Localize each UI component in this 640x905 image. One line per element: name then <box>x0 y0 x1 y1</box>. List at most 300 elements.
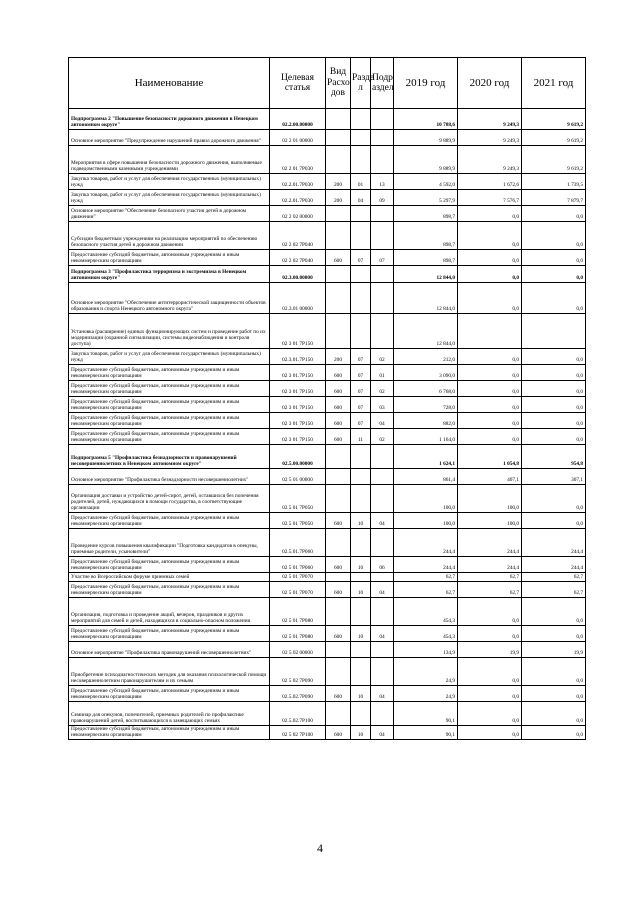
row-section: 04 <box>351 190 371 206</box>
table-row <box>69 206 586 222</box>
row-value-2021: 0,0 <box>522 429 586 445</box>
row-name: Установка (расширение) единых функционирующих систем и проведение работ по их модернизации (охранной сигнализации, системы видеонаблюдения и контроля доступа) <box>69 314 270 349</box>
row-section: 01 <box>351 174 371 190</box>
row-section: 07 <box>351 365 371 381</box>
row-subsection <box>371 206 394 222</box>
row-subsection: 13 <box>371 174 394 190</box>
row-value-2021: 0,0 <box>522 283 586 314</box>
row-section: 10 <box>351 626 371 642</box>
row-section <box>351 445 371 469</box>
row-expense-type <box>326 469 351 485</box>
row-value-2019: 24,9 <box>394 686 458 702</box>
row-target-code: 02.3.01.7Р150 <box>270 349 326 365</box>
row-value-2021: 0,0 <box>522 513 586 529</box>
row-value-2019: 24,9 <box>394 658 458 686</box>
row-expense-type <box>326 146 351 174</box>
row-value-2019: 244,4 <box>394 529 458 557</box>
table-row <box>69 626 586 642</box>
row-target-code: 02 5 02 00000 <box>270 642 326 658</box>
row-value-2020: 0,0 <box>458 222 522 250</box>
row-value-2020: 0,0 <box>458 626 522 642</box>
row-expense-type: 600 <box>326 413 351 429</box>
row-value-2019: 12 844,0 <box>394 266 458 283</box>
row-name: Предоставление субсидий бюджетным, автономным учреждениям и иным некоммерческим организациям <box>69 686 270 702</box>
row-name: Предоставление субсидий бюджетным, автономным учреждениям и иным некоммерческим организациям <box>69 557 270 573</box>
row-value-2021: 0,0 <box>522 626 586 642</box>
row-value-2020: 0,0 <box>458 413 522 429</box>
table-row <box>69 726 586 740</box>
row-target-code: 02.2.01.7Р030 <box>270 190 326 206</box>
row-value-2020: 1 672,6 <box>458 174 522 190</box>
row-name: Основное мероприятие "Обеспечение безопасного участия детей в дорожном движении" <box>69 206 270 222</box>
table-row <box>69 190 586 206</box>
row-target-code: 02 5 01 7Р080 <box>270 598 326 626</box>
row-name: Закупка товаров, работ и услуг для обеспечения государственных (муниципальных) нужд <box>69 190 270 206</box>
row-value-2019: 6 768,0 <box>394 381 458 397</box>
row-value-2020: 1 054,8 <box>458 445 522 469</box>
row-value-2021: 0,0 <box>522 381 586 397</box>
row-subsection <box>371 598 394 626</box>
table-row <box>69 130 586 146</box>
row-name: Мероприятия в сфере повышения безопасности дорожного движения, выполняемые подведомственными казенными учреждениями <box>69 146 270 174</box>
row-expense-type: 600 <box>326 397 351 413</box>
row-expense-type: 600 <box>326 726 351 740</box>
row-section <box>351 314 371 349</box>
table-row <box>69 658 586 686</box>
row-value-2021: 9 619,2 <box>522 109 586 130</box>
row-value-2020: 0,0 <box>458 598 522 626</box>
row-section <box>351 529 371 557</box>
row-section <box>351 658 371 686</box>
table-row <box>69 365 586 381</box>
row-value-2019: 4 592,0 <box>394 174 458 190</box>
table-row <box>69 174 586 190</box>
row-name: Закупка товаров, работ и услуг для обеспечения государственных (муниципальных) нужд <box>69 349 270 365</box>
row-value-2019: 10 788,6 <box>394 109 458 130</box>
row-value-2021: 0,0 <box>522 266 586 283</box>
row-target-code: 02 3 01 7Р150 <box>270 381 326 397</box>
row-subsection <box>371 130 394 146</box>
row-value-2021: 244,4 <box>522 557 586 573</box>
row-name: Предоставление субсидий бюджетным, автономным учреждениям и иным некоммерческим организациям <box>69 250 270 266</box>
row-value-2019: 454,3 <box>394 598 458 626</box>
row-value-2019: 882,0 <box>394 413 458 429</box>
row-value-2021: 62,7 <box>522 582 586 598</box>
row-value-2021: 0,0 <box>522 222 586 250</box>
table-row <box>69 222 586 250</box>
row-value-2019: 100,0 <box>394 513 458 529</box>
row-subsection <box>371 445 394 469</box>
row-value-2021 <box>522 314 586 349</box>
row-name: Приобретение психодиагностических методик для оказания психологической помощи несовершеннолетним правонарушителям и их семьям <box>69 658 270 686</box>
row-value-2019: 3 090,0 <box>394 365 458 381</box>
table-row <box>69 413 586 429</box>
table-body <box>69 109 586 740</box>
row-value-2021: 19,9 <box>522 642 586 658</box>
row-section <box>351 573 371 582</box>
row-subsection: 04 <box>371 686 394 702</box>
table-row <box>69 469 586 485</box>
table-row <box>69 445 586 469</box>
row-value-2019: 898,7 <box>394 250 458 266</box>
row-value-2020: 9 249,3 <box>458 130 522 146</box>
row-expense-type: 200 <box>326 174 351 190</box>
row-value-2019: 100,0 <box>394 485 458 513</box>
row-target-code: 02 2 02 00000 <box>270 206 326 222</box>
row-name: Предоставление субсидий бюджетным, автономным учреждениям и иным некоммерческим организациям <box>69 513 270 529</box>
table-row <box>69 702 586 726</box>
row-subsection <box>371 266 394 283</box>
row-section: 10 <box>351 726 371 740</box>
row-subsection: 04 <box>371 726 394 740</box>
row-value-2019: 12 844,0 <box>394 283 458 314</box>
row-value-2019: 212,0 <box>394 349 458 365</box>
row-name: Закупка товаров, работ и услуг для обеспечения государственных (муниципальных) нужд <box>69 174 270 190</box>
row-value-2021: 0,0 <box>522 397 586 413</box>
row-expense-type <box>326 109 351 130</box>
table-row <box>69 266 586 283</box>
row-value-2020: 244,4 <box>458 557 522 573</box>
row-section <box>351 109 371 130</box>
row-name: Подпрограмма 2 "Повышение безопасности дорожного движения в Ненецком автономном округе" <box>69 109 270 130</box>
row-value-2020: 407,1 <box>458 469 522 485</box>
row-expense-type <box>326 702 351 726</box>
row-subsection: 02 <box>371 381 394 397</box>
row-target-code: 02 3 01 7Р150 <box>270 314 326 349</box>
row-name: Предоставление субсидий бюджетным, автономным учреждениям и иным некоммерческим организациям <box>69 413 270 429</box>
row-value-2020: 0,0 <box>458 365 522 381</box>
row-target-code: 02.2.01.7Р030 <box>270 174 326 190</box>
row-name: Участие во Всероссийском форуме приемных семей <box>69 573 270 582</box>
row-section: 07 <box>351 349 371 365</box>
row-value-2020: 100,0 <box>458 485 522 513</box>
table-row <box>69 349 586 365</box>
row-value-2019: 244,4 <box>394 557 458 573</box>
row-target-code: 02 3 01.7Р150 <box>270 365 326 381</box>
row-subsection <box>371 469 394 485</box>
header-2021: 2021 год <box>522 58 586 109</box>
header-subsection: Подр аздел <box>371 58 394 109</box>
table-row <box>69 557 586 573</box>
row-expense-type <box>326 283 351 314</box>
row-value-2019: 1 624,1 <box>394 445 458 469</box>
header-row <box>69 58 586 109</box>
row-name: Организация доставки и устройство детей-сирот, детей, оставшихся без попечения родителей, детей, нуждающихся в помощи государства, в соответствующие организации <box>69 485 270 513</box>
row-expense-type <box>326 658 351 686</box>
row-value-2020: 0,0 <box>458 702 522 726</box>
row-value-2021: 954,8 <box>522 445 586 469</box>
table-row <box>69 429 586 445</box>
table-row <box>69 642 586 658</box>
row-expense-type <box>326 222 351 250</box>
row-target-code: 02 5 01 7Р050 <box>270 485 326 513</box>
row-target-code: 02.2.00.00000 <box>270 109 326 130</box>
row-section: 10 <box>351 686 371 702</box>
row-expense-type: 600 <box>326 381 351 397</box>
row-value-2019: 1 164,0 <box>394 429 458 445</box>
table-row <box>69 146 586 174</box>
row-value-2021: 1 739,5 <box>522 174 586 190</box>
row-value-2020: 7 576,7 <box>458 190 522 206</box>
row-section <box>351 222 371 250</box>
row-value-2019: 134,9 <box>394 642 458 658</box>
row-expense-type <box>326 314 351 349</box>
row-expense-type: 600 <box>326 429 351 445</box>
row-section: 07 <box>351 397 371 413</box>
row-name: Основное мероприятие "Обеспечение антитеррористической защищенности объектов образования и спорта Ненецкого автономного округа" <box>69 283 270 314</box>
row-target-code: 02 2 02 7Р040 <box>270 250 326 266</box>
table-row <box>69 513 586 529</box>
row-subsection: 02 <box>371 429 394 445</box>
row-target-code: 02 5 02 7Р090 <box>270 658 326 686</box>
row-value-2021: 244,4 <box>522 529 586 557</box>
row-subsection: 04 <box>371 413 394 429</box>
row-expense-type <box>326 266 351 283</box>
row-expense-type <box>326 445 351 469</box>
row-subsection: 04 <box>371 626 394 642</box>
row-section: 07 <box>351 250 371 266</box>
row-subsection <box>371 529 394 557</box>
row-expense-type: 600 <box>326 513 351 529</box>
row-value-2020: 0,0 <box>458 266 522 283</box>
row-value-2020: 9 249,3 <box>458 109 522 130</box>
row-expense-type <box>326 642 351 658</box>
row-subsection: 03 <box>371 397 394 413</box>
table-row <box>69 283 586 314</box>
row-section <box>351 266 371 283</box>
row-value-2019: 12 844,0 <box>394 314 458 349</box>
row-subsection <box>371 573 394 582</box>
row-value-2019: 728,0 <box>394 397 458 413</box>
row-name: Основное мероприятие "Профилактика правонарушений несовершеннолетних" <box>69 642 270 658</box>
row-expense-type <box>326 206 351 222</box>
header-name: Наименование <box>69 58 270 109</box>
row-section <box>351 130 371 146</box>
table-row <box>69 686 586 702</box>
table-row <box>69 250 586 266</box>
row-value-2021: 0,0 <box>522 658 586 686</box>
row-expense-type: 600 <box>326 250 351 266</box>
row-section <box>351 642 371 658</box>
row-subsection <box>371 314 394 349</box>
row-target-code: 02.5.01.7Р060 <box>270 529 326 557</box>
row-expense-type: 200 <box>326 190 351 206</box>
row-value-2021: 9 619,2 <box>522 146 586 174</box>
row-subsection <box>371 642 394 658</box>
row-name: Предоставление субсидий бюджетным, автономным учреждениям и иным некоммерческим организациям <box>69 726 270 740</box>
row-value-2021: 0,0 <box>522 598 586 626</box>
row-target-code: 02 3 01 7Р150 <box>270 413 326 429</box>
row-section: 10 <box>351 513 371 529</box>
row-value-2020: 244,4 <box>458 529 522 557</box>
table-row <box>69 529 586 557</box>
row-value-2020: 19,9 <box>458 642 522 658</box>
table-row <box>69 109 586 130</box>
row-value-2019: 898,7 <box>394 206 458 222</box>
row-subsection <box>371 109 394 130</box>
row-target-code: 02 3 01 7Р150 <box>270 397 326 413</box>
row-value-2021: 0,0 <box>522 702 586 726</box>
row-section <box>351 598 371 626</box>
row-subsection: 04 <box>371 513 394 529</box>
row-value-2020: 0,0 <box>458 686 522 702</box>
row-expense-type: 600 <box>326 365 351 381</box>
row-value-2021: 0,0 <box>522 349 586 365</box>
row-name: Предоставление субсидий бюджетным, автономным учреждениям и иным некоммерческим организациям <box>69 397 270 413</box>
row-value-2020: 0,0 <box>458 206 522 222</box>
row-target-code: 02 2 01 7Р030 <box>270 146 326 174</box>
row-value-2021: 7 879,7 <box>522 190 586 206</box>
row-name: Предоставление субсидий бюджетным, автономным учреждениям и иным некоммерческим организациям <box>69 582 270 598</box>
row-value-2020: 0,0 <box>458 381 522 397</box>
row-target-code: 02 2 01 00000 <box>270 130 326 146</box>
row-section: 07 <box>351 381 371 397</box>
row-subsection <box>371 485 394 513</box>
row-name: Семинар для опекунов, попечителей, приемных родителей по профилактике правонарушений детей, воспитывающихся в замещающих семьях <box>69 702 270 726</box>
row-value-2020: 0,0 <box>458 658 522 686</box>
row-target-code: 02 5 01 7Р070 <box>270 573 326 582</box>
row-value-2021: 0,0 <box>522 365 586 381</box>
row-name: Субсидии бюджетным учреждениям на реализацию мероприятий по обеспечению безопасного участия детей в дорожном движении <box>69 222 270 250</box>
row-subsection: 07 <box>371 250 394 266</box>
row-subsection: 04 <box>371 582 394 598</box>
row-expense-type <box>326 529 351 557</box>
row-name: Основное мероприятие "Предупреждение нарушений правил дорожного движения" <box>69 130 270 146</box>
row-value-2021: 0,0 <box>522 413 586 429</box>
row-value-2021: 0,0 <box>522 250 586 266</box>
row-value-2021: 0,0 <box>522 686 586 702</box>
row-expense-type: 600 <box>326 626 351 642</box>
row-value-2020: 62,7 <box>458 573 522 582</box>
row-value-2019: 9 889,9 <box>394 130 458 146</box>
header-2020: 2020 год <box>458 58 522 109</box>
row-target-code: 02.5.02.7Р100 <box>270 702 326 726</box>
row-subsection: 02 <box>371 349 394 365</box>
row-expense-type <box>326 573 351 582</box>
budget-table <box>68 57 586 740</box>
row-value-2019: 62,7 <box>394 582 458 598</box>
row-section: 11 <box>351 429 371 445</box>
row-target-code: 02.3.00.00000 <box>270 266 326 283</box>
row-subsection: 06 <box>371 557 394 573</box>
row-target-code: 02.5.00.00000 <box>270 445 326 469</box>
row-value-2021: 307,1 <box>522 469 586 485</box>
row-value-2019: 454,3 <box>394 626 458 642</box>
row-section <box>351 283 371 314</box>
row-target-code: 02 5 01 7Р070 <box>270 582 326 598</box>
table-row <box>69 314 586 349</box>
row-value-2019: 861,4 <box>394 469 458 485</box>
header-target-article: Целевая статья <box>270 58 326 109</box>
row-expense-type <box>326 485 351 513</box>
row-value-2020 <box>458 314 522 349</box>
table-row <box>69 573 586 582</box>
row-name: Проведение курсов повышения квалификации "Подготовка кандидатов в опекуны, приемные родители, усыновители" <box>69 529 270 557</box>
row-value-2019: 62,7 <box>394 573 458 582</box>
row-subsection <box>371 658 394 686</box>
row-subsection: 01 <box>371 365 394 381</box>
row-section <box>351 206 371 222</box>
row-section: 07 <box>351 413 371 429</box>
table-row <box>69 598 586 626</box>
row-section <box>351 485 371 513</box>
row-value-2019: 9 889,9 <box>394 146 458 174</box>
row-value-2020: 0,0 <box>458 349 522 365</box>
row-subsection <box>371 283 394 314</box>
row-value-2020: 0,0 <box>458 250 522 266</box>
row-value-2020: 100,0 <box>458 513 522 529</box>
row-value-2020: 9 249,3 <box>458 146 522 174</box>
row-target-code: 02.5.02.7Р090 <box>270 686 326 702</box>
row-section <box>351 702 371 726</box>
table-row <box>69 485 586 513</box>
row-name: Предоставление субсидий бюджетным, автономным учреждениям и иным некоммерческим организациям <box>69 429 270 445</box>
row-value-2020: 0,0 <box>458 283 522 314</box>
row-name: Предоставление субсидий бюджетным, автономным учреждениям и иным некоммерческим организациям <box>69 626 270 642</box>
row-section <box>351 469 371 485</box>
table-row <box>69 397 586 413</box>
row-value-2020: 0,0 <box>458 429 522 445</box>
row-target-code: 02 5 02 7Р100 <box>270 726 326 740</box>
row-target-code: 02 5 01 7Р080 <box>270 626 326 642</box>
table-row <box>69 582 586 598</box>
row-target-code: 02.3.01 00000 <box>270 283 326 314</box>
row-target-code: 02 3 01 7Р150 <box>270 429 326 445</box>
row-value-2019: 5 297,9 <box>394 190 458 206</box>
row-subsection: 09 <box>371 190 394 206</box>
row-expense-type: 600 <box>326 582 351 598</box>
row-section <box>351 146 371 174</box>
row-subsection <box>371 702 394 726</box>
row-section: 10 <box>351 557 371 573</box>
row-name: Организация, подготовка и проведение акций, вечеров, праздников и других мероприятий для семей и детей, находящихся в социально-опасном положении <box>69 598 270 626</box>
row-value-2019: 898,7 <box>394 222 458 250</box>
row-target-code: 02 5 01 7Р060 <box>270 557 326 573</box>
row-value-2019: 90,1 <box>394 726 458 740</box>
row-name: Предоставление субсидий бюджетным, автономным учреждениям и иным некоммерческим организациям <box>69 381 270 397</box>
row-section: 10 <box>351 582 371 598</box>
row-value-2019: 90,1 <box>394 702 458 726</box>
row-name: Подпрограмма 5 "Профилактика безнадзорности и правонарушений несовершеннолетних в Ненецком автономном округе" <box>69 445 270 469</box>
row-expense-type: 200 <box>326 349 351 365</box>
row-value-2020: 0,0 <box>458 726 522 740</box>
table-row <box>69 381 586 397</box>
row-subsection <box>371 222 394 250</box>
row-target-code: 02 2 02 7Р040 <box>270 222 326 250</box>
row-subsection <box>371 146 394 174</box>
header-expense-type: Вид Расхо дов <box>326 58 351 109</box>
row-value-2021: 9 619,2 <box>522 130 586 146</box>
row-value-2020: 62,7 <box>458 582 522 598</box>
row-value-2021: 0,0 <box>522 485 586 513</box>
row-value-2021: 0,0 <box>522 726 586 740</box>
row-target-code: 02 5 01 7Р050 <box>270 513 326 529</box>
row-name: Подпрограмма 3 "Профилактика терроризма и экстремизма в Ненецком автономном округе" <box>69 266 270 283</box>
row-expense-type <box>326 130 351 146</box>
page-number: 4 <box>317 841 323 855</box>
row-name: Предоставление субсидий бюджетным, автономным учреждениям и иным некоммерческим организациям <box>69 365 270 381</box>
row-expense-type: 600 <box>326 557 351 573</box>
row-expense-type: 600 <box>326 686 351 702</box>
row-name: Основное мероприятие "Профилактика безнадзорности несовершеннолетних" <box>69 469 270 485</box>
row-value-2021: 0,0 <box>522 206 586 222</box>
row-value-2020: 0,0 <box>458 397 522 413</box>
header-section: Разде л <box>351 58 371 109</box>
header-2019: 2019 год <box>394 58 458 109</box>
row-target-code: 02 5 01 00000 <box>270 469 326 485</box>
row-value-2021: 62,7 <box>522 573 586 582</box>
row-expense-type <box>326 598 351 626</box>
